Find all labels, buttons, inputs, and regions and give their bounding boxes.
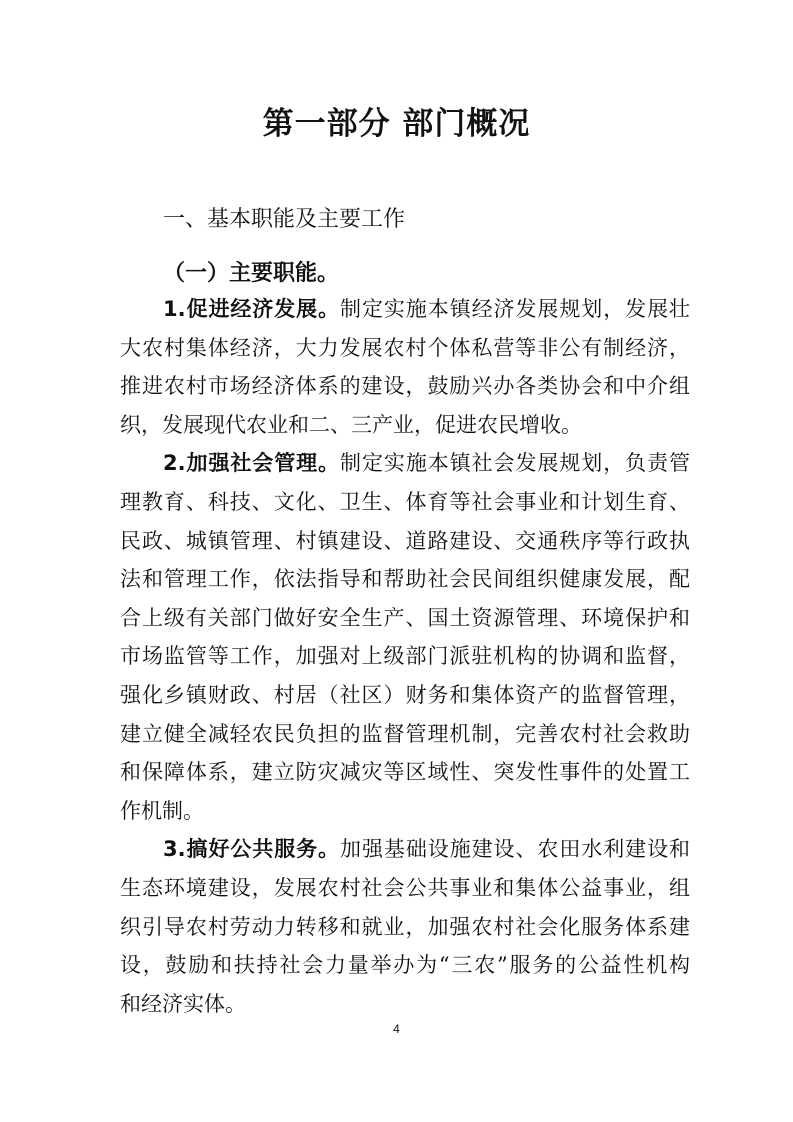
- paragraph-text: 建立健全减轻农民负担的监督管理机制，完善农村社会救助: [120, 721, 690, 746]
- paragraph-lead: 2.加强社会管理。: [163, 451, 341, 476]
- paragraph-line: [120, 985, 690, 1024]
- paragraph-text: 理教育、科技、文化、卫生、体育等社会事业和计划生育、: [120, 489, 690, 514]
- subsection-heading: （一）主要职能。: [163, 261, 340, 286]
- paragraph-text: 推进农村市场经济体系的建设，鼓励兴办各类协会和中介组: [120, 374, 690, 399]
- paragraph-text: 和保障体系，建立防灾减灾等区域性、突发性事件的处置工: [120, 760, 690, 785]
- page-number: 4: [393, 1022, 400, 1036]
- paragraph-line: [120, 869, 690, 908]
- paragraph-text: 织，发展现代农业和二、三产业，促进农民增收。: [120, 412, 582, 437]
- paragraph-text: 和经济实体。: [120, 991, 246, 1016]
- paragraph-text: 合上级有关部门做好安全生产、国土资源管理、环境保护和: [120, 605, 690, 630]
- paragraph-lead: 3.搞好公共服务。: [163, 837, 341, 862]
- paragraph: [120, 830, 690, 1023]
- paragraph-text: 大农村集体经济，大力发展农村个体私营等非公有制经济，: [120, 335, 690, 360]
- paragraph-line: [120, 599, 690, 638]
- paragraph-line: [120, 792, 690, 831]
- paragraph-text: 民政、城镇管理、村镇建设、道路建设、交通秩序等行政执: [120, 528, 690, 553]
- paragraph-line: [120, 560, 690, 599]
- paragraph-line: [120, 406, 690, 445]
- paragraph: [120, 444, 690, 830]
- paragraph-text: 作机制。: [120, 798, 204, 823]
- paragraph-line: [120, 329, 690, 368]
- paragraph-text: 强化乡镇财政、村居（社区）财务和集体资产的监督管理，: [120, 682, 690, 707]
- paragraph-line: [120, 753, 690, 792]
- paragraph-line: [120, 367, 690, 406]
- paragraph-text: 加强基础设施建设、农田水利建设和: [340, 837, 691, 862]
- paragraph-text: 制定实施本镇经济发展规划，发展壮: [340, 297, 691, 321]
- paragraph-line: [120, 715, 690, 754]
- paragraph-line: [120, 483, 690, 522]
- paragraph-line: [120, 676, 690, 715]
- paragraph-text: 生态环境建设，发展农村社会公共事业和集体公益事业，组: [120, 875, 690, 900]
- paragraph-line: [120, 522, 690, 561]
- paragraph-line: [120, 444, 690, 483]
- paragraph-line: [120, 908, 690, 947]
- paragraph-text: 制定实施本镇社会发展规划，负责管: [340, 451, 691, 476]
- paragraph-line: [120, 946, 690, 985]
- document-body: [120, 290, 690, 1023]
- paragraph-line: [120, 637, 690, 676]
- page-title: 第一部分 部门概况: [262, 106, 531, 142]
- paragraph-text: 法和管理工作，依法指导和帮助社会民间组织健康发展，配: [120, 567, 690, 592]
- paragraph-text: 设，鼓励和扶持社会力量举办为“三农”服务的公益性机构: [120, 953, 690, 978]
- paragraph-lead: 1.促进经济发展。: [163, 297, 341, 321]
- paragraph-line: [120, 830, 690, 869]
- paragraph-text: 市场监管等工作，加强对上级部门派驻机构的协调和监督，: [120, 644, 690, 669]
- paragraph-line: [120, 290, 690, 329]
- section-heading: 一、基本职能及主要工作: [163, 207, 406, 232]
- paragraph-text: 织引导农村劳动力转移和就业，加强农村社会化服务体系建: [120, 914, 690, 939]
- paragraph: [120, 290, 690, 444]
